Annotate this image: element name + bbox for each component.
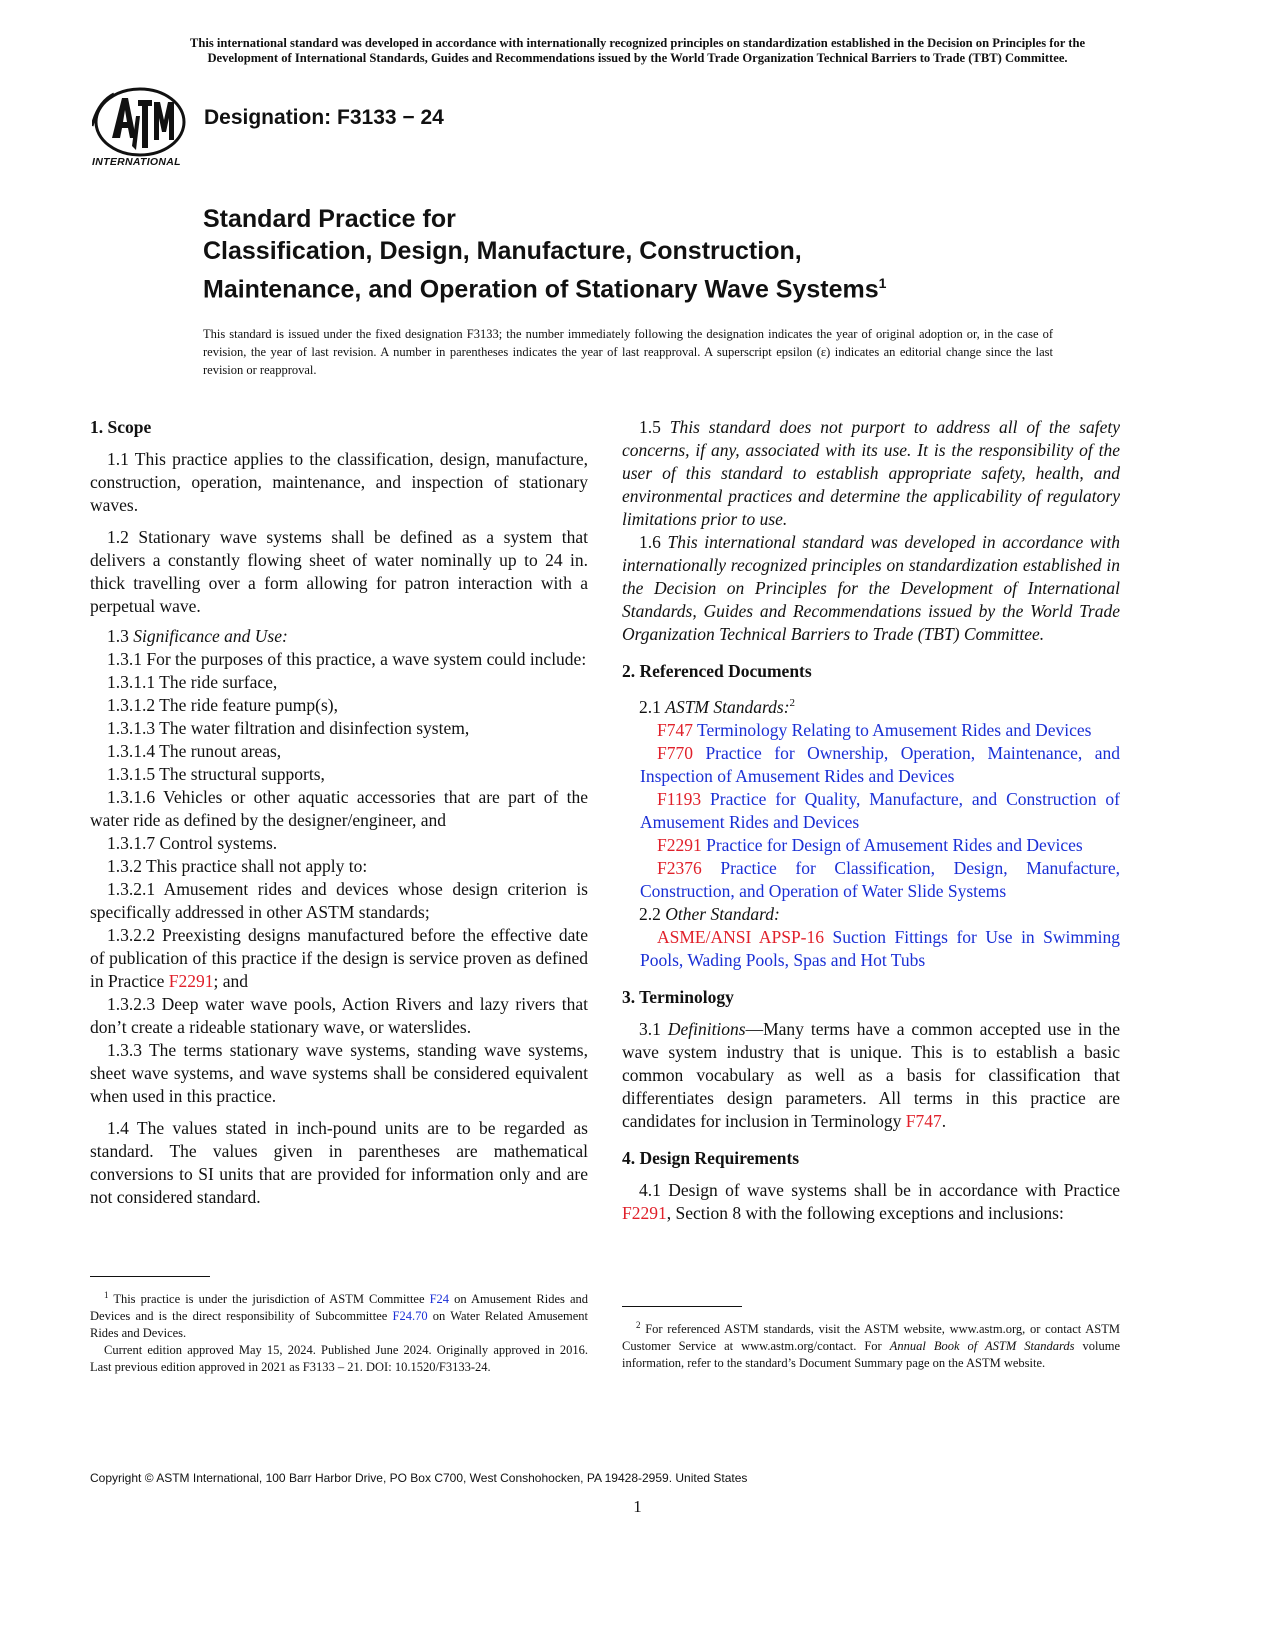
title-line1: Standard Practice for (203, 205, 456, 233)
logo-text: INTERNATIONAL (92, 156, 181, 168)
para-2-1-italic: ASTM Standards: (665, 696, 790, 717)
para-1-3-2-2-end: ; and (213, 971, 248, 991)
ref-code[interactable]: ASME/ANSI APSP-16 (657, 926, 825, 947)
item-1-3-1-3: 1.3.1.3 The water filtration and disinfection system, (107, 718, 470, 738)
footnote-2-text: For referenced ASTM standards, visit the ASTM website, www.astm.org, or contact ASTM Customer Service at www.astm.org/contact. For (622, 1322, 1120, 1354)
footnote-1-mark: 1 (104, 1290, 109, 1300)
footnote-1 (90, 1287, 588, 1342)
para-4-1-end: , Section 8 with the following exceptions and inclusions: (666, 1202, 1064, 1223)
para-2-2 (622, 903, 1120, 926)
para-1-2: 1.2 Stationary wave systems shall be defined as a system that delivers a constantly flowing sheet of water nominally up to 24 in. thick travelling over a form allowing for patron interaction with a perpetual wave. (90, 527, 588, 616)
designation: Designation: F3133 − 24 (204, 106, 444, 129)
para-1-5 (622, 416, 1120, 531)
ref-code[interactable]: F770 (657, 742, 693, 763)
para-1-6-num: 1.6 (639, 532, 668, 552)
ref-apsp-16[interactable] (622, 926, 1120, 972)
para-1-3 (90, 625, 588, 648)
right-column (622, 416, 1120, 1225)
top-notice (90, 36, 1185, 66)
top-notice-line1: This international standard was developed in accordance with internationally recognized principles on standardization established in the Decision on Principles for the (189, 36, 1086, 50)
heading-referenced-documents: 2. Referenced Documents (622, 661, 812, 681)
para-1-3-2-1: 1.3.2.1 Amusement rides and devices whose design criterion is specifically addressed in other ASTM standards; (90, 879, 588, 922)
footnote-2-text-b: volume information, refer to the standard’s Document Summary page on the ASTM website. (622, 1339, 1121, 1371)
issued-note: This standard is issued under the fixed designation F3133; the number immediately following the designation indicates the year of original adoption or, in the case of revision, the year of last revision. A number in parentheses indicates the year of last reapproval. A superscript epsilon (ε) indicates an editorial change since the last revision or reapproval. (203, 327, 1053, 377)
para-3-1-num: 3.1 (639, 1018, 668, 1039)
footnote-2 (622, 1317, 1120, 1372)
item-1-3-1-6: 1.3.1.6 Vehicles or other aquatic accessories that are part of the water ride as defined by the designer/engineer, and (90, 787, 588, 830)
para-4-1 (622, 1179, 1120, 1225)
ref-title[interactable]: Practice for Design of Amusement Rides and Devices (706, 834, 1083, 855)
footnote-2-italic: Annual Book of ASTM Standards (889, 1339, 1075, 1354)
ref-f2376[interactable] (622, 857, 1120, 903)
ref-title[interactable]: Practice for Classification, Design, Manufacture, Construction, and Operation of Water Slide Systems (640, 857, 1121, 901)
title-footnote-mark: 1 (878, 275, 887, 291)
heading-terminology: 3. Terminology (622, 986, 734, 1007)
para-3-1 (622, 1018, 1120, 1133)
ref-title[interactable]: Suction Fittings for Use in Swimming Pools, Wading Pools, Spas and Hot Tubs (640, 926, 1120, 970)
astm-international-logo (92, 86, 192, 172)
para-3-1-end: . (941, 1110, 947, 1131)
ref-title[interactable]: Practice for Quality, Manufacture, and Construction of Amusement Rides and Devices (640, 788, 1120, 832)
para-2-1-num: 2.1 (639, 696, 666, 717)
heading-design-requirements: 4. Design Requirements (622, 1147, 800, 1168)
committee-link-f24[interactable]: F24 (429, 1292, 450, 1307)
ref-link-f2291[interactable]: F2291 (168, 971, 214, 991)
item-1-3-1-2: 1.3.1.2 The ride feature pump(s), (107, 695, 338, 715)
left-column (90, 416, 588, 1209)
para-1-5-text: This standard does not purport to address all of the safety concerns, if any, associated with its use. It is the responsibility of the user of this standard to establish appropriate safety, health, and environmental practices and determine the applicability of regulatory limitations prior to use. (622, 417, 1120, 529)
ref-code[interactable]: F1193 (657, 788, 702, 809)
footnote-rule (622, 1306, 742, 1307)
para-2-2-num: 2.2 (639, 903, 666, 924)
footnote-1-text-b: on Amusement Rides and Devices and is the direct responsibility of Subcommittee (90, 1292, 588, 1324)
page-number: 1 (633, 1497, 642, 1516)
footnote-1-text-c: on Water Related Amusement Rides and Devices. (90, 1309, 588, 1341)
footnotes-left (90, 1276, 588, 1376)
item-1-3-1-4: 1.3.1.4 The runout areas, (107, 741, 282, 761)
document-title (203, 203, 886, 305)
para-2-2-italic: Other Standard: (665, 903, 780, 924)
para-1-6-text: This international standard was developed in accordance with internationally recognized principles on standardization established in the Decision on Principles for the Development of International Standards, Guides and Recommendations issued by the World Trade Organization Technical Barriers to Trade (TBT) Committee. (622, 532, 1121, 644)
copyright: Copyright © ASTM International, 100 Barr Harbor Drive, PO Box C700, West Conshohocken, PA 19428-2959. United States (90, 1471, 748, 1485)
subcommittee-link-f24-70[interactable]: F24.70 (392, 1309, 428, 1324)
footnote-rule (90, 1276, 210, 1277)
ref-f2291[interactable] (622, 834, 1120, 857)
para-1-3-2-3: 1.3.2.3 Deep water wave pools, Action Rivers and lazy rivers that don’t create a rideable stationary wave, or waterslides. (90, 994, 588, 1037)
ref-link-f747[interactable]: F747 (905, 1110, 942, 1131)
ref-link-f2291[interactable]: F2291 (622, 1202, 667, 1223)
para-4-1-text: 4.1 Design of wave systems shall be in accordance with Practice (639, 1179, 1120, 1200)
para-3-1-italic: Definitions (667, 1018, 746, 1039)
ref-f1193[interactable] (622, 788, 1120, 834)
item-1-3-1-5: 1.3.1.5 The structural supports, (107, 764, 325, 784)
para-1-3-italic: Significance and Use: (133, 626, 288, 646)
para-3-1-text: —Many terms have a common accepted use in the wave system industry that is unique. This is to establish a basic common vocabulary as well as a basis for classification that differentiates design parameters. All terms in this practice are candidates for inclusion in Terminology (622, 1018, 1120, 1131)
item-1-3-1-7: 1.3.1.7 Control systems. (107, 833, 278, 853)
item-1-3-1-1: 1.3.1.1 The ride surface, (107, 672, 278, 692)
footnote-2-mark: 2 (636, 1320, 641, 1330)
para-1-3-2-2-text: 1.3.2.2 Preexisting designs manufactured before the effective date of publication of this practice if the design is service proven as defined in Practice (90, 925, 588, 991)
title-line3-text: Maintenance, and Operation of Stationary Wave Systems (203, 275, 879, 304)
heading-scope: 1. Scope (90, 417, 152, 437)
para-1-3-2-2 (90, 924, 588, 993)
top-notice-line2: Development of International Standards, Guides and Recommendations issued by the World Trade Organization Technical Barriers to Trade (TBT) Committee. (207, 51, 1068, 65)
para-1-6 (622, 531, 1120, 646)
ref-title[interactable]: Terminology Relating to Amusement Rides and Devices (697, 719, 1092, 740)
para-2-1 (622, 692, 1120, 719)
ref-title[interactable]: Practice for Ownership, Operation, Maintenance, and Inspection of Amusement Rides and Devices (640, 742, 1120, 786)
title-line2: Classification, Design, Manufacture, Construction, (203, 237, 802, 265)
ref-f747[interactable] (622, 719, 1120, 742)
ref-code[interactable]: F2376 (657, 857, 702, 878)
footnotes-right (622, 1306, 1120, 1372)
ref-code[interactable]: F2291 (657, 834, 702, 855)
ref-code[interactable]: F747 (657, 719, 693, 740)
para-1-1: 1.1 This practice applies to the classification, design, manufacture, construction, operation, maintenance, and inspection of stationary waves. (90, 449, 588, 515)
para-1-5-num: 1.5 (639, 417, 670, 437)
para-1-3-2: 1.3.2 This practice shall not apply to: (107, 856, 368, 876)
footnote-1-text: This practice is under the jurisdiction of ASTM Committee (108, 1292, 430, 1307)
footnote-1-edition: Current edition approved May 15, 2024. Published June 2024. Originally approved in 2016. Last previous edition approved in 2021 as F3133 – 21. DOI: 10.1520/F3133-24. (90, 1343, 588, 1375)
footnote-2-mark: 2 (789, 697, 796, 709)
para-1-3-num: 1.3 (107, 626, 134, 646)
para-1-3-1: 1.3.1 For the purposes of this practice, a wave system could include: (107, 649, 587, 669)
ref-f770[interactable] (622, 742, 1120, 788)
para-1-4: 1.4 The values stated in inch-pound units are to be regarded as standard. The values given in parentheses are mathematical conversions to SI units that are provided for information only and are not considered standard. (90, 1118, 588, 1207)
title-line3 (203, 267, 886, 305)
para-1-3-3: 1.3.3 The terms stationary wave systems, standing wave systems, sheet wave systems, and wave systems shall be considered equivalent when used in this practice. (90, 1040, 588, 1106)
